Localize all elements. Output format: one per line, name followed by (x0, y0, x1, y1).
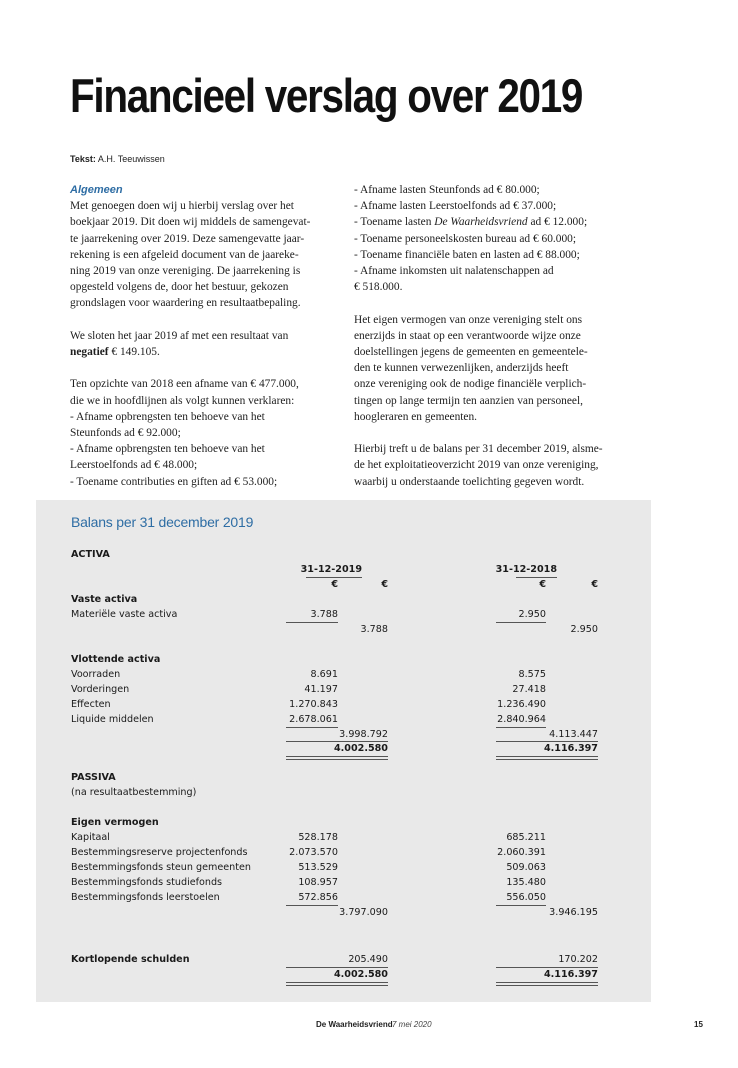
text-line: den te kunnen verwezenlijken, anderzijds heeft (354, 362, 569, 375)
value-2018: 135.480 (506, 877, 546, 888)
text-line: Het eigen vermogen van onze vereniging stelt ons (354, 313, 583, 326)
underline (286, 741, 388, 742)
row-label: Bestemmingsreserve projectenfonds (71, 847, 248, 858)
double-underline (496, 982, 598, 986)
underline (286, 727, 338, 728)
author-label: Tekst: (70, 154, 96, 164)
text-line: rekening is een afgeleid document van de jaareke- (70, 248, 299, 261)
row-label: Voorraden (71, 669, 121, 680)
text-line: € 518.000. (354, 281, 403, 294)
underline (286, 622, 338, 623)
text-fragment: ad € 12.000; (527, 216, 588, 229)
value-2019: 205.490 (348, 954, 388, 965)
text-line: - Afname lasten Leerstoelfonds ad € 37.000; (354, 200, 557, 213)
currency-symbol: € (591, 579, 598, 590)
article-left-column (70, 182, 340, 490)
subtotal-2019: 3.998.792 (339, 729, 388, 740)
row-label: Bestemmingsfonds steun gemeenten (71, 862, 251, 873)
text-line: Leerstoelfonds ad € 48.000; (70, 459, 198, 472)
value-2018: 1.236.490 (497, 699, 546, 710)
row-label: Bestemmingsfonds leerstoelen (71, 892, 220, 903)
value-2019: 2.678.061 (289, 714, 338, 725)
text-line: waarbij u onderstaande toelichting gegeven wordt. (354, 475, 585, 488)
author-line (70, 154, 165, 164)
subtotal-2018: 2.950 (570, 624, 598, 635)
text-line: boekjaar 2019. Dit doen wij middels de samengevat- (70, 216, 311, 229)
text-line: doelstellingen jegens de gemeenten en gemeentele- (354, 346, 588, 359)
total-2019: 4.002.580 (333, 969, 388, 980)
text-line: de het exploitatieoverzicht 2019 van onze vereniging, (354, 459, 599, 472)
underline (496, 905, 546, 906)
author-name: A.H. Teeuwissen (97, 154, 165, 164)
value-2018: 170.202 (558, 954, 598, 965)
value-2019: 528.178 (298, 832, 338, 843)
underline (496, 622, 546, 623)
value-2019: 572.856 (298, 892, 338, 903)
text-line: - Afname opbrengsten ten behoeve van het (70, 443, 265, 456)
text-line: Steunfonds ad € 92.000; (70, 427, 181, 440)
column-header-2019: 31-12-2019 (300, 564, 362, 575)
section-subhead: Algemeen (70, 184, 123, 196)
text-line (354, 214, 629, 230)
text-line: hoogleraren en gemeenten. (354, 410, 478, 423)
footer-brand: De Waarheidsvriend (316, 1020, 393, 1029)
text-line: - Toename financiële baten en lasten ad € 88.000; (354, 248, 580, 261)
currency-symbol: € (381, 579, 388, 590)
value-2019: 513.529 (298, 862, 338, 873)
paragraph-equity (354, 312, 629, 425)
double-underline (286, 756, 388, 760)
total-2018: 4.116.397 (543, 743, 598, 754)
value-2019: 8.691 (310, 669, 338, 680)
underline (306, 577, 362, 578)
underline (496, 967, 598, 968)
paragraph-closing (354, 441, 629, 490)
value-2018: 2.060.391 (497, 847, 546, 858)
text-line: - Afname inkomsten uit nalatenschappen ad (354, 265, 554, 278)
paragraph-result (70, 328, 340, 360)
value-2018: 8.575 (518, 669, 546, 680)
page-number: 15 (694, 1020, 703, 1029)
page-title: Financieel verslag over 2019 (70, 69, 583, 122)
article-right-column (354, 182, 629, 490)
value-2018: 556.050 (506, 892, 546, 903)
row-label: Bestemmingsfonds studiefonds (71, 877, 223, 888)
row-label: Liquide middelen (71, 714, 154, 725)
total-2018: 4.116.397 (543, 969, 598, 980)
text-line: Hierbij treft u de balans per 31 december 2019, alsme- (354, 443, 603, 456)
underline (286, 905, 338, 906)
value-2019: 3.788 (310, 609, 338, 620)
result-line-1: We sloten het jaar 2019 af met een resultaat van (70, 329, 289, 342)
row-label: Vorderingen (71, 684, 130, 695)
total-2019: 4.002.580 (333, 743, 388, 754)
currency-symbol: € (331, 579, 338, 590)
text-fragment: - Toename lasten (354, 216, 435, 229)
section-heading: Vaste activa (71, 594, 138, 605)
text-line: - Toename contributies en giften ad € 53.000; (70, 475, 278, 488)
passiva-heading: PASSIVA (71, 772, 116, 783)
magazine-name: De Waarheidsvriend (434, 216, 528, 229)
text-line: - Afname opbrengsten ten behoeve van het (70, 410, 265, 423)
text-line: grondslagen voor waardering en resultaatbepaling. (70, 297, 301, 310)
text-line: - Afname lasten Steunfonds ad € 80.000; (354, 184, 540, 196)
row-label: Kapitaal (71, 832, 110, 843)
value-2019: 2.073.570 (289, 847, 338, 858)
balance-sheet-title: Balans per 31 december 2019 (71, 514, 254, 530)
underline (496, 741, 598, 742)
value-2018: 2.840.964 (497, 714, 546, 725)
paragraph-explanation (70, 376, 340, 489)
value-2019: 41.197 (304, 684, 338, 695)
value-2018: 509.063 (506, 862, 546, 873)
text-line: te jaarrekening over 2019. Deze samengevatte jaar- (70, 232, 305, 245)
text-line: onze vereniging ook de nodige financiële verplich- (354, 378, 587, 391)
subtotal-2019: 3.788 (360, 624, 388, 635)
underline (516, 577, 557, 578)
value-2018: 685.211 (506, 832, 546, 843)
double-underline (286, 982, 388, 986)
underline (286, 967, 388, 968)
double-underline (496, 756, 598, 760)
subtotal-2018: 4.113.447 (549, 729, 598, 740)
activa-heading: ACTIVA (71, 549, 110, 560)
subtotal-2019: 3.797.090 (339, 907, 388, 918)
result-bold: negatief (70, 346, 109, 359)
text-line: Ten opzichte van 2018 een afname van € 477.000, (70, 378, 299, 391)
underline (496, 727, 546, 728)
footer-date: 7 mei 2020 (392, 1020, 432, 1029)
row-label: Effecten (71, 699, 111, 710)
text-line: Met genoegen doen wij u hierbij verslag over het (70, 200, 294, 213)
section-heading: Vlottende activa (71, 654, 161, 665)
value-2018: 2.950 (518, 609, 546, 620)
value-2018: 27.418 (512, 684, 546, 695)
text-line: enerzijds in staat op een verantwoorde wijze onze (354, 329, 581, 342)
section-heading: Kortlopende schulden (71, 954, 190, 965)
subtotal-2018: 3.946.195 (549, 907, 598, 918)
value-2019: 1.270.843 (289, 699, 338, 710)
text-line: die we in hoofdlijnen als volgt kunnen verklaren: (70, 394, 295, 407)
text-line: tingen op lange termijn ten aanzien van personeel, (354, 394, 583, 407)
row-label: Materiële vaste activa (71, 609, 178, 620)
currency-symbol: € (539, 579, 546, 590)
text-line: ning 2019 van onze vereniging. De jaarrekening is (70, 265, 301, 278)
result-amount: € 149.105. (108, 346, 160, 359)
column-header-2018: 31-12-2018 (495, 564, 557, 575)
passiva-subheading: (na resultaatbestemming) (71, 787, 197, 798)
paragraph-intro (70, 198, 340, 311)
text-line: - Toename personeelskosten bureau ad € 60.000; (354, 232, 576, 245)
section-heading: Eigen vermogen (71, 817, 159, 828)
paragraph-changes (354, 182, 629, 295)
value-2019: 108.957 (298, 877, 338, 888)
text-line: opgesteld volgens de, door het bestuur, gekozen (70, 281, 289, 294)
